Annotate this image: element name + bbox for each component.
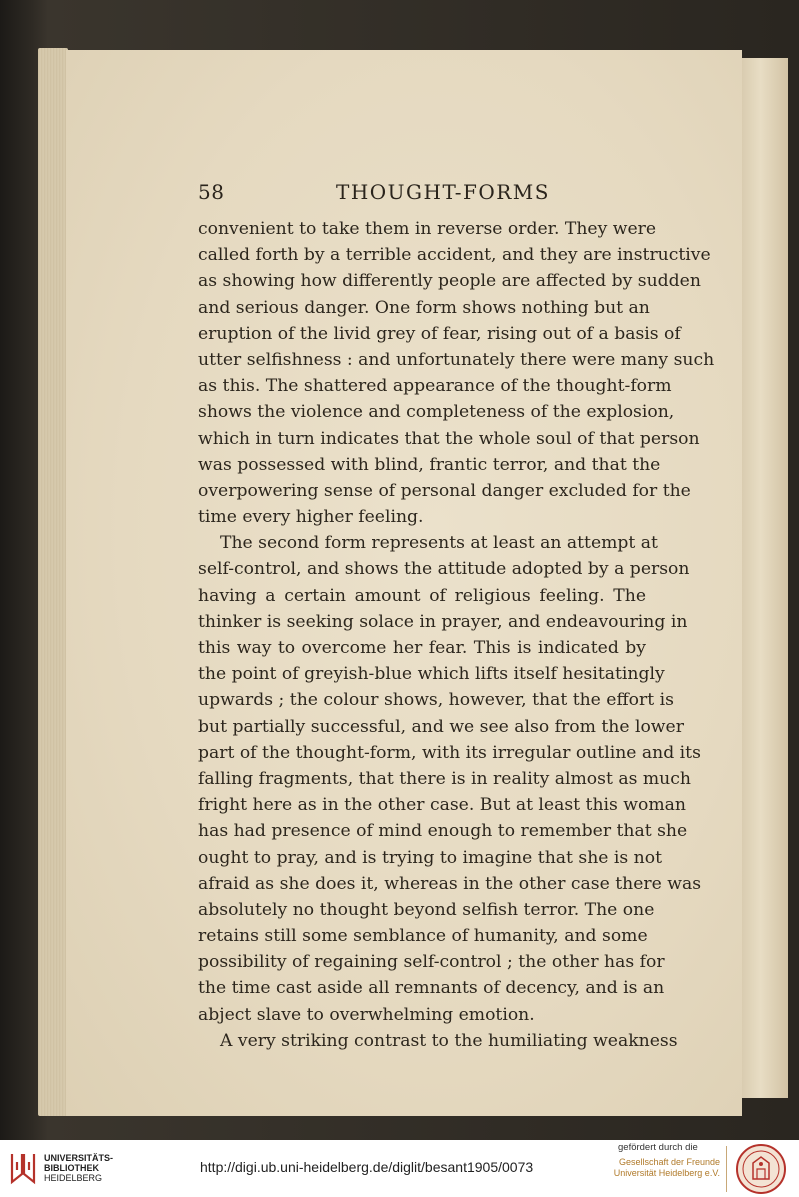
text-line: abject slave to overwhelming emotion. [198,1004,535,1025]
library-name-line2: BIBLIOTHEK [44,1163,99,1173]
page-header [198,180,658,210]
text-line: absolutely no thought beyond selfish terror. The one [198,899,655,920]
university-seal-icon[interactable] [735,1143,787,1195]
text-line: convenient to take them in reverse order. They were [198,219,657,239]
sponsor-block[interactable] [600,1142,720,1179]
text-line: but partially successful, and we see also from the lower [198,716,684,737]
library-logo-icon[interactable] [8,1148,38,1188]
text-line: the point of greyish-blue which lifts itself hesitatingly [198,664,665,685]
text-line: and serious danger. One form shows nothing but an [198,297,650,318]
text-line: the time cast aside all remnants of decency, and is an [198,978,665,999]
text-line: thinker is seeking solace in prayer, and endeavouring in [198,611,688,632]
text-line: time every higher feeling. [198,507,424,528]
library-name[interactable] [44,1153,113,1183]
text-line: having a certain amount of religious feeling. The [198,585,646,606]
text-line: was possessed with blind, frantic terror, and that the [198,454,661,475]
text-line: called forth by a terrible accident, and they are instructive [198,245,711,266]
text-line: this way to overcome her fear. This is indicated by [198,638,646,658]
text-line: overpowering sense of personal danger excluded for the [198,480,691,501]
text-line: as showing how differently people are affected by sudden [198,271,701,292]
text-line: The second form represents at least an attempt at [220,533,658,554]
page-body-text [198,216,715,1054]
running-title: THOUGHT-FORMS [336,180,550,204]
sponsor-org-line1: Gesellschaft der Freunde [618,1157,720,1167]
permalink-url[interactable]: http://digi.ub.uni-heidelberg.de/diglit/besant1905/0073 [200,1159,534,1175]
text-line: shows the violence and completeness of the explosion, [198,402,675,423]
text-line: has had presence of mind enough to remember that she [198,821,688,842]
page-number: 58 [198,180,225,204]
footer-bar [0,1140,799,1197]
text-line: afraid as she does it, whereas in the other case there was [198,873,702,894]
text-line: ought to pray, and is trying to imagine that she is not [198,847,663,868]
text-line: A very striking contrast to the humiliating weakness [220,1030,678,1051]
sponsor-divider [726,1146,727,1192]
text-line: as this. The shattered appearance of the thought-form [198,376,672,397]
sponsor-org-line2: Universität Heidelberg e.V. [613,1168,720,1178]
facing-page-edge [742,58,788,1098]
library-name-line3: HEIDELBERG [44,1173,103,1183]
page-stack-edge [38,48,68,1116]
text-line: utter selfishness : and unfortunately there were many such [198,349,715,370]
text-line: which in turn indicates that the whole soul of that person [198,428,700,449]
library-name-line1: UNIVERSITÄTS- [44,1153,114,1163]
text-line: upwards ; the colour shows, however, that the effort is [198,690,674,711]
text-line: fright here as in the other case. But at least this woman [198,795,686,816]
text-line: self-control, and shows the attitude adopted by a person [198,559,690,580]
text-line: possibility of regaining self-control ; the other has for [198,952,665,973]
text-line: falling fragments, that there is in reality almost as much [198,768,691,789]
text-line: eruption of the livid grey of fear, rising out of a basis of [198,323,681,344]
sponsor-lead: gefördert durch die [618,1142,698,1153]
text-line: part of the thought-form, with its irregular outline and its [198,742,701,763]
text-line: retains still some semblance of humanity, and some [198,926,648,947]
